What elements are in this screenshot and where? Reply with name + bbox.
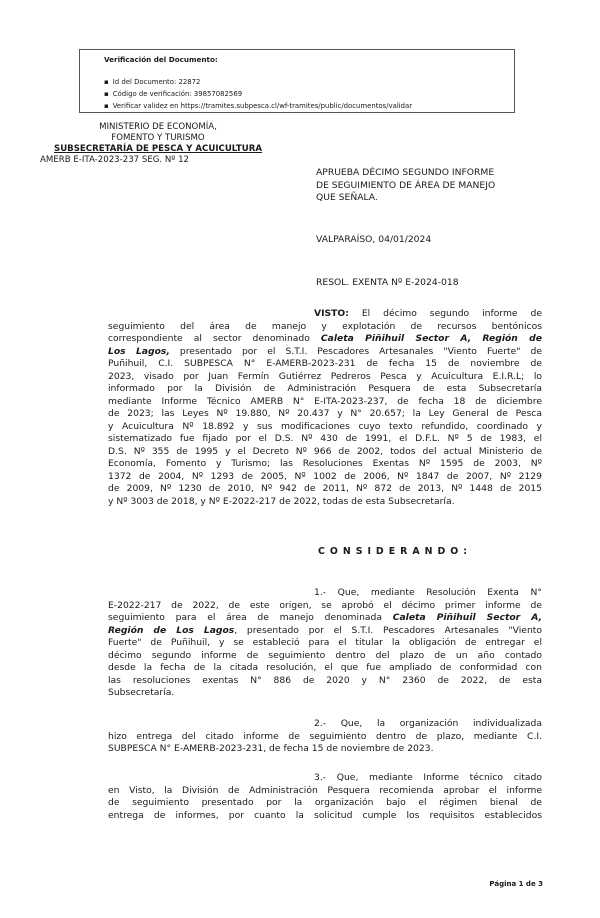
area-name: Caleta Piñihuil Sector A, Región de (320, 333, 542, 344)
document-reference: AMERB E-ITA-2023-237 SEG. Nº 12 (40, 155, 190, 165)
considerando-line: en Visto, la División de Administración Pesquera recomienda aprobar el informe (108, 784, 542, 796)
visto-line: mediante Informe Técnico AMERB N° E-ITA-2023-237, de fecha 18 de diciembre (108, 395, 542, 407)
considerando-line: SUBPESCA N° E-AMERB-2023-231, de fecha 15 de noviembre de 2023. (108, 743, 434, 754)
visto-line: 2023, visado por Juan Fermín Gutiérrez Pedreros Pesca y Acuicultura E.I.R.L; lo (108, 370, 542, 382)
visto-text: correspondiente al sector denominado (108, 333, 321, 344)
visto-label: VISTO: (314, 308, 349, 319)
verification-list (104, 76, 514, 112)
visto-paragraph (108, 308, 542, 508)
considerando-line (108, 625, 542, 638)
visto-line: de 2023; las Leyes Nº 19.880, Nº 20.437 y N° 20.657; la Ley General de Pesca (108, 408, 542, 419)
region-name: Los Lagos, (108, 345, 170, 357)
visto-line (108, 333, 542, 346)
considerando-line: desde la fecha de la citada resolución, el que fue ampliado de conformidad con (108, 662, 542, 673)
ministry-header (36, 122, 280, 166)
visto-line: D.S. Nº 355 de 1995 y el Decreto Nº 966 de 2002, todos del actual Ministerio de (108, 445, 542, 457)
visto-line: sistematizado fue fijado por el D.S. Nº 430 de 1991, el D.F.L. Nº 5 de 1983, el (108, 433, 542, 444)
subject-line-3: QUE SEÑALA. (316, 192, 378, 203)
resolution-number: RESOL. EXENTA Nº E-2024-018 (316, 277, 459, 288)
considerando-line: décimo segundo informe de seguimiento dentro del plazo de un año contado (108, 649, 542, 661)
visto-line: y Nº 3003 de 2018, y Nº E-2022-217 de 2022, todas de esta Subsecretaría. (108, 495, 455, 507)
visto-text: El décimo segundo informe de (348, 308, 542, 319)
considerando-heading: CONSIDERANDO: (318, 546, 472, 557)
considerando-text: , presentado por el S.T.I. Pescadores Artesanales "Viento (234, 624, 542, 636)
considerando-1 (108, 587, 542, 700)
considerando-line: las resoluciones exentas N° 886 de 2020 y N° 2360 de 2022, de esta (108, 674, 542, 686)
page-number: Página 1 de 3 (489, 880, 543, 888)
considerando-line: hizo entrega del citado informe de seguimiento dentro de plazo, mediante C.I. (108, 730, 542, 742)
considerando-line: 3.- Que, mediante Informe técnico citado (314, 772, 542, 783)
verification-code: ▪ Código de verificación: 39857082569 (104, 88, 514, 100)
verification-url[interactable]: ▪ Verificar validez en https://tramites.subpesca.cl/wf-tramites/public/documentos/validar (104, 100, 514, 112)
considerando-line: Fuerte" de Puñihuil, y se estableció para el titular la obligación de entregar el (108, 637, 542, 648)
visto-line: y Acuicultura Nº 18.892 y sus modificaciones cuyo texto refundido, coordinado y (108, 420, 542, 432)
visto-line: informado por la División de Administración Pesquera de esta Subsecretaría (108, 383, 542, 394)
considerando-line: 1.- Que, mediante Resolución Exenta N° (314, 587, 542, 598)
resolution-subject (316, 167, 546, 205)
verification-box (79, 49, 515, 113)
considerando-line: Subsecretaría. (108, 687, 175, 698)
subject-line-2: DE SEGUIMIENTO DE ÁREA DE MANEJO (316, 179, 496, 191)
visto-line: de 2009, Nº 1230 de 2010, Nº 942 de 2011, Nº 872 de 2013, Nº 1448 de 2015 (108, 483, 542, 494)
ministry-line-1: MINISTERIO DE ECONOMÍA, (99, 122, 217, 132)
visto-line: Economía, Fomento y Turismo; las Resoluciones Exentas Nº 1595 de 2003, Nº (108, 458, 542, 469)
resolution-date: VALPARAÍSO, 04/01/2024 (316, 234, 432, 245)
considerando-line: entrega de informes, por cuanto la solicitud cumple los requisitos establecidos (108, 809, 542, 821)
verification-document-id: ▪ Id del Documento: 22872 (104, 76, 514, 88)
considerando-line: de seguimiento presentado por la organización bajo el régimen bienal de (108, 797, 542, 808)
considerando-3 (108, 772, 542, 822)
considerando-line: E-2022-217 de 2022, de este origen, se aprobó el décimo primer informe de (108, 599, 542, 611)
considerando-line (108, 612, 542, 625)
verification-title: Verificación del Documento: (104, 55, 218, 64)
subject-line-1: APRUEBA DÉCIMO SEGUNDO INFORME (316, 167, 495, 178)
visto-line (108, 346, 542, 359)
ministry-line-2: FOMENTO Y TURISMO (111, 133, 205, 143)
visto-text: presentado por el S.T.I. Pescadores Artesanales "Viento Fuerte" de (169, 345, 542, 357)
area-name: Caleta Piñihuil Sector A, (392, 612, 542, 623)
visto-line: 1372 de 2004, Nº 1293 de 2005, Nº 1002 de 2006, Nº 1847 de 2007, Nº 2129 (108, 470, 542, 482)
visto-line: Puñihuil, C.I. SUBPESCA N° E-AMERB-2023-231 de fecha 15 de noviembre de (108, 358, 542, 369)
subsecretaria-name: SUBSECRETARÍA DE PESCA Y ACUICULTURA (54, 144, 262, 154)
considerando-text: seguimiento para el área de manejo denominada (108, 612, 393, 623)
visto-line (108, 308, 542, 321)
visto-line: seguimiento del área de manejo y explotación de recursos bentónicos (108, 320, 542, 332)
considerando-2 (108, 718, 542, 756)
considerando-line: 2.- Que, la organización individualizada (314, 718, 542, 729)
region-name: Región de Los Lagos (108, 624, 235, 636)
